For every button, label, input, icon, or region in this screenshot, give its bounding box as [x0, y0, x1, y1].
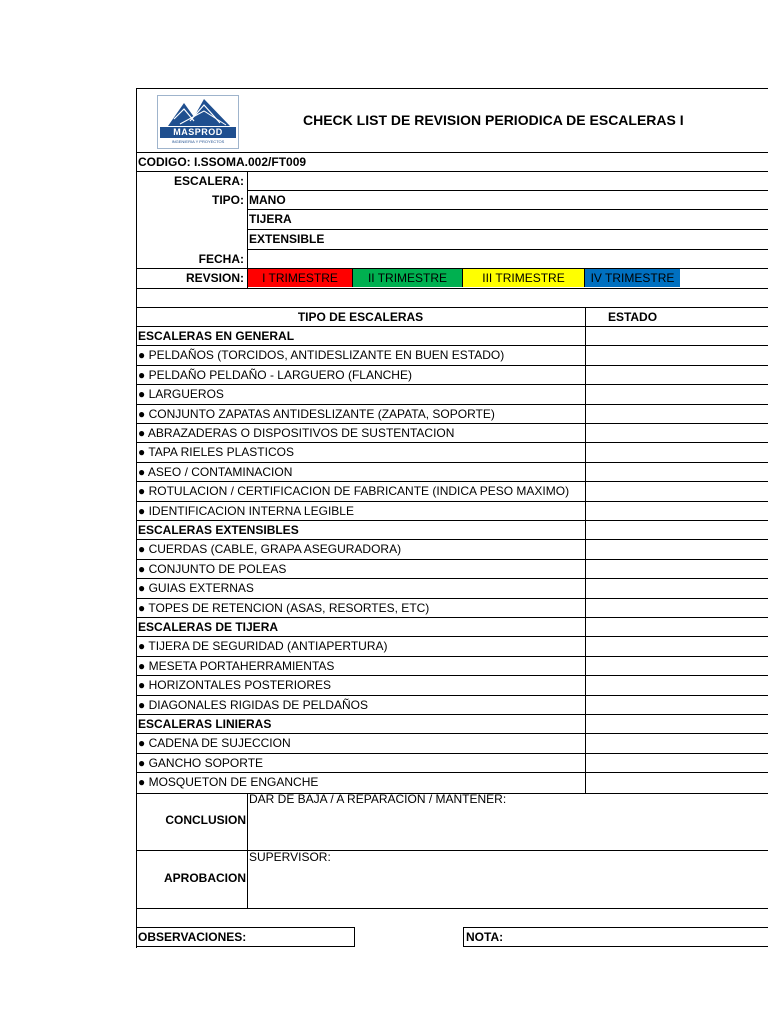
- company-logo: [157, 95, 239, 149]
- checklist-item: ● MOSQUETON DE ENGANCHE: [138, 775, 319, 789]
- section-heading: ESCALERAS DE TIJERA: [138, 620, 279, 634]
- nota-label: NOTA:: [466, 930, 504, 944]
- supervisor-label: SUPERVISOR:: [249, 850, 331, 864]
- estado-cell[interactable]: [586, 696, 680, 714]
- grid-line: [136, 850, 768, 851]
- checklist-item: ● CADENA DE SUJECCION: [138, 736, 291, 750]
- estado-cell[interactable]: [586, 773, 680, 791]
- estado-cell[interactable]: [586, 346, 680, 364]
- checklist-item: ● PELDAÑO PELDAÑO - LARGUERO (FLANCHE): [138, 368, 412, 382]
- estado-cell[interactable]: [586, 657, 680, 675]
- sheet-top-border: [136, 88, 768, 89]
- trimestre-i-cell[interactable]: I TRIMESTRE: [248, 269, 353, 287]
- estado-cell[interactable]: [586, 734, 680, 752]
- checklist-item: ● TOPES DE RETENCION (ASAS, RESORTES, ETC): [138, 601, 430, 615]
- conclusion-label: CONCLUSION: [165, 813, 246, 827]
- checklist-item: ● HORIZONTALES POSTERIORES: [138, 678, 332, 692]
- logo-text: MASPROD: [160, 127, 236, 138]
- escalera-label: ESCALERA:: [173, 174, 244, 188]
- fecha-label: FECHA:: [198, 252, 244, 266]
- codigo-label: CODIGO: I.SSOMA.002/FT009: [138, 155, 307, 169]
- logo-subtext: INGENIERIA Y PROYECTOS: [171, 139, 225, 144]
- col-header-estado: ESTADO: [607, 310, 658, 324]
- checklist-item: ● LARGUEROS: [138, 387, 224, 401]
- grid-line: [247, 190, 768, 191]
- estado-cell[interactable]: [586, 676, 680, 694]
- tipo-option-extensible[interactable]: EXTENSIBLE: [249, 232, 325, 246]
- checklist-item: ● GANCHO SOPORTE: [138, 756, 264, 770]
- estado-cell[interactable]: [586, 424, 680, 442]
- observaciones-label: OBSERVACIONES:: [138, 930, 247, 944]
- estado-cell[interactable]: [586, 443, 680, 461]
- supervisor-field[interactable]: [248, 868, 768, 907]
- estado-cell[interactable]: [586, 560, 680, 578]
- grid-line: [136, 288, 768, 289]
- conclusion-options: DAR DE BAJA / A REPARACION / MANTENER:: [249, 792, 507, 806]
- grid-line: [247, 229, 768, 230]
- grid-line: [136, 908, 768, 909]
- estado-cell[interactable]: [586, 502, 680, 520]
- grid-line: [247, 209, 768, 210]
- checklist-item: ● CONJUNTO DE POLEAS: [138, 562, 287, 576]
- estado-cell[interactable]: [586, 540, 680, 558]
- checklist-item: ● DIAGONALES RIGIDAS DE PELDAÑOS: [138, 698, 368, 712]
- checklist-item: ● GUIAS EXTERNAS: [138, 581, 254, 595]
- checklist-sheet: [136, 88, 768, 948]
- tipo-option-mano[interactable]: MANO: [249, 193, 286, 207]
- estado-cell[interactable]: [586, 599, 680, 617]
- checklist-item: ● ROTULACION / CERTIFICACION DE FABRICANTE (INDICA PESO MAXIMO): [138, 484, 570, 498]
- trimestre-iii-cell[interactable]: III TRIMESTRE: [463, 269, 585, 287]
- section-heading: ESCALERAS EN GENERAL: [138, 329, 295, 343]
- section-heading: ESCALERAS EXTENSIBLES: [138, 523, 299, 537]
- revision-label: REVSION:: [185, 271, 244, 285]
- grid-line: [585, 307, 586, 793]
- aprobacion-label: APROBACION: [163, 871, 246, 885]
- estado-cell[interactable]: [586, 366, 680, 384]
- checklist-item: ● TAPA RIELES PLASTICOS: [138, 445, 294, 459]
- checklist-item: ● ASEO / CONTAMINACION: [138, 465, 293, 479]
- estado-cell[interactable]: [586, 637, 680, 655]
- estado-cell[interactable]: [586, 405, 680, 423]
- checklist-item: ● ABRAZADERAS O DISPOSITIVOS DE SUSTENTACION: [138, 426, 455, 440]
- estado-cell[interactable]: [586, 385, 680, 403]
- conclusion-field[interactable]: [248, 810, 768, 849]
- checklist-item: ● CUERDAS (CABLE, GRAPA ASEGURADORA): [138, 542, 402, 556]
- estado-cell[interactable]: [586, 482, 680, 500]
- observaciones-box[interactable]: [136, 927, 355, 947]
- estado-cell[interactable]: [586, 463, 680, 481]
- fecha-field[interactable]: [248, 250, 768, 268]
- checklist-item: ● TIJERA DE SEGURIDAD (ANTIAPERTURA): [138, 639, 388, 653]
- estado-cell[interactable]: [586, 754, 680, 772]
- tipo-option-tijera[interactable]: TIJERA: [249, 212, 292, 226]
- trimestre-ii-cell[interactable]: II TRIMESTRE: [353, 269, 463, 287]
- logo-mountain-icon: [160, 97, 236, 127]
- page-title: CHECK LIST DE REVISION PERIODICA DE ESCALERAS I: [303, 112, 684, 128]
- checklist-item: ● PELDAÑOS (TORCIDOS, ANTIDESLIZANTE EN BUEN ESTADO): [138, 348, 505, 362]
- checklist-item: ● CONJUNTO ZAPATAS ANTIDESLIZANTE (ZAPATA, SOPORTE): [138, 407, 495, 421]
- escalera-field[interactable]: [248, 172, 768, 190]
- tipo-label: TIPO:: [212, 193, 244, 207]
- nota-box[interactable]: [463, 927, 768, 947]
- estado-cell[interactable]: [586, 579, 680, 597]
- checklist-item: ● MESETA PORTAHERRAMIENTAS: [138, 659, 335, 673]
- section-heading: ESCALERAS LINIERAS: [138, 717, 272, 731]
- checklist-item: ● IDENTIFICACION INTERNA LEGIBLE: [138, 504, 354, 518]
- trimestre-iv-cell[interactable]: IV TRIMESTRE: [585, 269, 680, 287]
- col-header-tipo: TIPO DE ESCALERAS: [297, 310, 424, 324]
